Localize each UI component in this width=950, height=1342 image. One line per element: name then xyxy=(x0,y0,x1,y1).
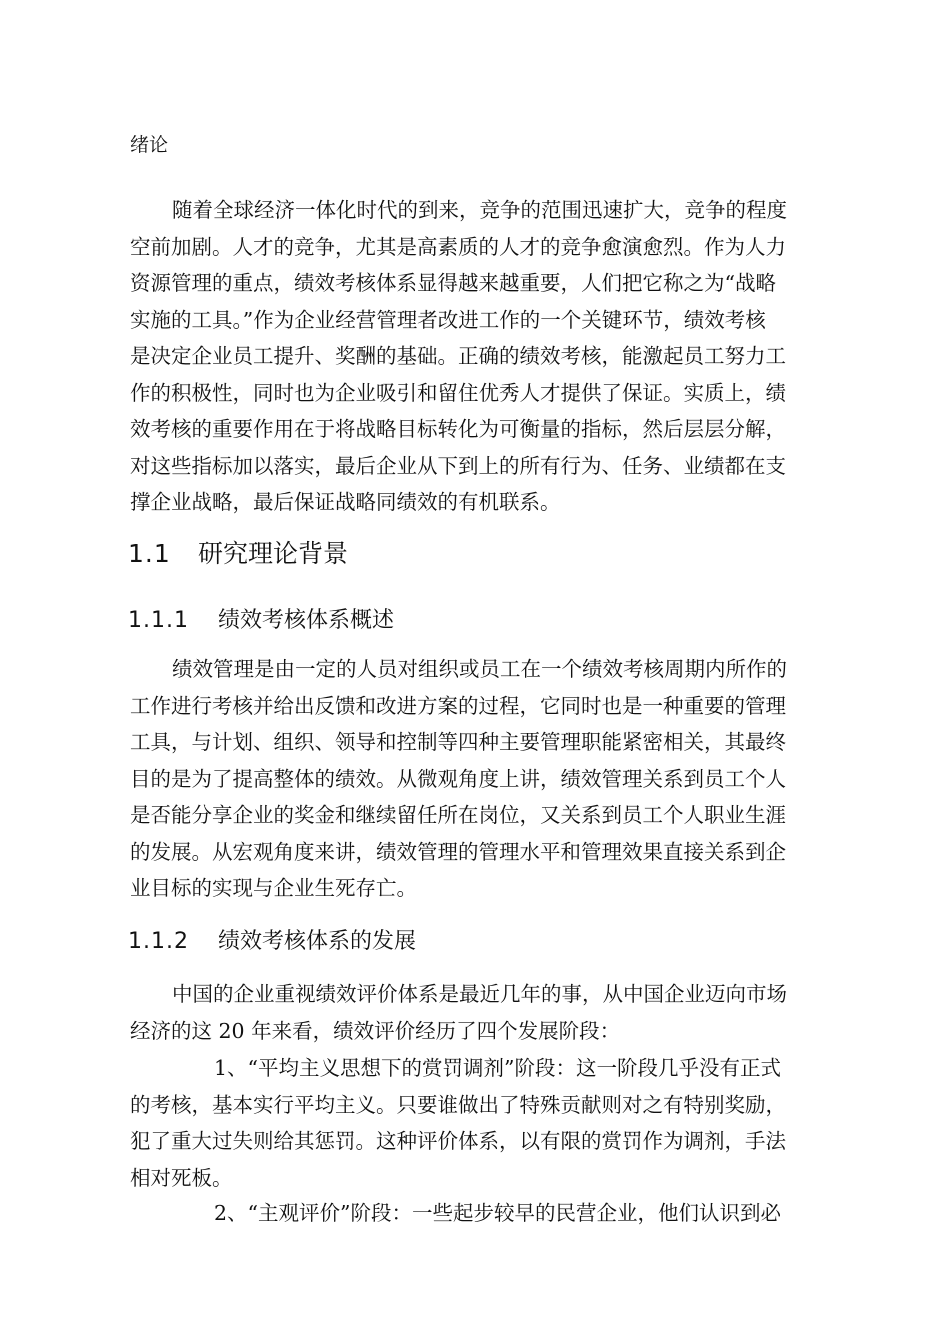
paragraph-line: 1、“平均主义思想下的赏罚调剂”阶段：这一阶段几乎没有正式 xyxy=(214,1056,782,1080)
paragraph-line: 是决定企业员工提升、奖酬的基础。正确的绩效考核，能激起员工努力工 xyxy=(130,344,786,368)
stage-1-paragraph xyxy=(130,1050,846,1196)
paragraph-line: 经济的这 20 年来看，绩效评价经历了四个发展阶段： xyxy=(130,1018,621,1043)
paragraph-line: 对这些指标加以落实，最后企业从下到上的所有行为、任务、业绩都在支 xyxy=(130,453,786,478)
paragraph-line: 绩效管理是由一定的人员对组织或员工在一个绩效考核周期内所作的 xyxy=(172,657,787,681)
section-title: 绩效考核体系概述 xyxy=(218,608,395,633)
section-number: 1.1 xyxy=(128,539,171,568)
paragraph-line: 实施的工具。”作为企业经营管理者改进工作的一个关键环节，绩效考核 xyxy=(130,307,766,332)
paragraph-line: 是否能分享企业的奖金和继续留任所在岗位，又关系到员工个人职业生涯 xyxy=(130,803,786,827)
paragraph-line: 犯了重大过失则给其惩罚。这种评价体系，以有限的赏罚作为调剂，手法 xyxy=(130,1129,786,1153)
paragraph-line: 的发展。从宏观角度来讲，绩效管理的管理水平和管理效果直接关系到企 xyxy=(130,839,786,864)
section-title: 研究理论背景 xyxy=(198,539,349,568)
paragraph-line: 中国的企业重视绩效评价体系是最近几年的事，从中国企业迈向市场 xyxy=(172,982,787,1006)
section-heading-1-1-2 xyxy=(128,925,416,959)
paragraph-line: 效考核的重要作用在于将战略目标转化为可衡量的指标，然后层层分解， xyxy=(130,417,786,441)
paragraph-line: 相对死板。 xyxy=(130,1165,233,1190)
paragraph-line: 2、“主观评价”阶段：一些起步较早的民营企业，他们认识到必 xyxy=(214,1201,782,1225)
paragraph-line: 撑企业战略，最后保证战略同绩效的有机联系。 xyxy=(130,490,561,514)
section-number: 1.1.2 xyxy=(128,929,189,954)
section-heading-1-1-1 xyxy=(128,604,394,638)
intro-paragraph xyxy=(130,192,846,521)
paragraph-line: 作的积极性，同时也为企业吸引和留住优秀人才提供了保证。实质上，绩 xyxy=(130,380,786,405)
section-heading-1-1 xyxy=(128,536,348,572)
section-title: 绩效考核体系的发展 xyxy=(218,929,417,954)
overview-paragraph xyxy=(130,651,846,907)
paragraph-line: 业目标的实现与企业生死存亡。 xyxy=(130,876,417,900)
development-intro-paragraph xyxy=(130,976,846,1049)
paragraph-line: 空前加剧。人才的竞争，尤其是高素质的人才的竞争愈演愈烈。作为人力 xyxy=(130,234,786,259)
paragraph-line: 目的是为了提高整体的绩效。从微观角度上讲，绩效管理关系到员工个人 xyxy=(130,766,786,791)
paragraph-line: 工作进行考核并给出反馈和改进方案的过程，它同时也是一种重要的管理 xyxy=(130,693,786,718)
paragraph-line: 的考核，基本实行平均主义。只要谁做出了特殊贡献则对之有特别奖励， xyxy=(130,1092,786,1117)
intro-title: 绪论 xyxy=(130,134,169,156)
paragraph-line: 工具，与计划、组织、领导和控制等四种主要管理职能紧密相关，其最终 xyxy=(130,730,786,754)
section-number: 1.1.1 xyxy=(128,608,189,633)
paragraph-line: 资源管理的重点，绩效考核体系显得越来越重要，人们把它称之为“战略 xyxy=(130,271,776,295)
stage-2-paragraph xyxy=(130,1195,846,1232)
paragraph-line: 随着全球经济一体化时代的到来，竞争的范围迅速扩大，竞争的程度 xyxy=(172,198,787,222)
